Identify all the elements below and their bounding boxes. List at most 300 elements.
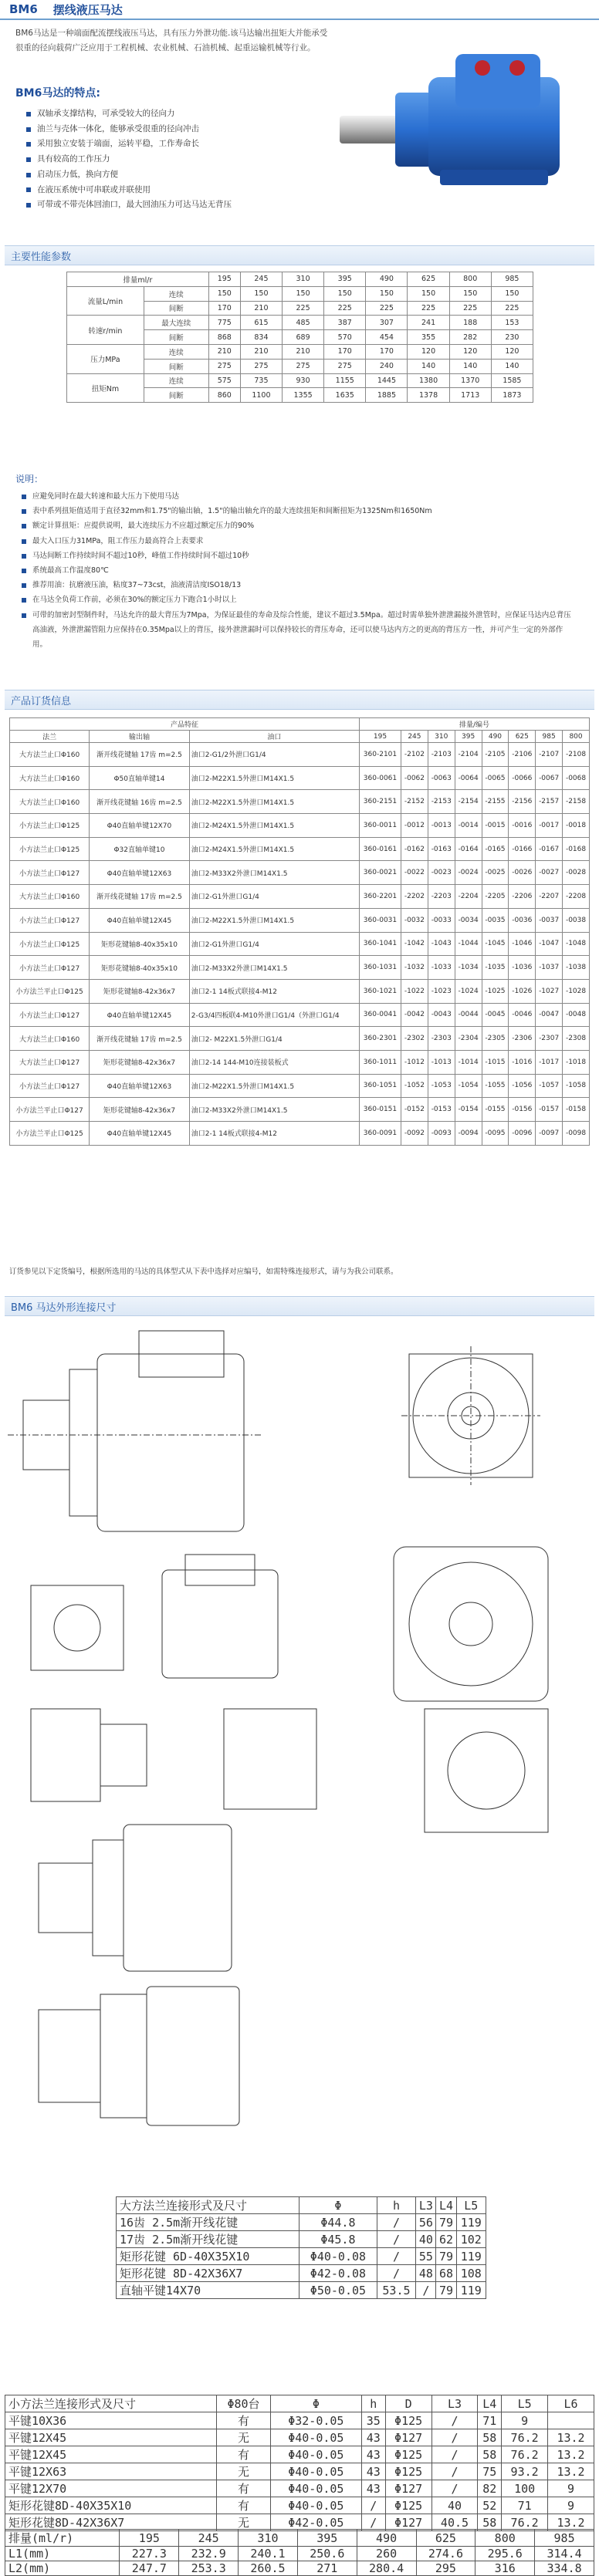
dim-cell: 有: [217, 2497, 271, 2514]
order-code: -2157: [536, 790, 563, 814]
perf-value: 150: [491, 286, 533, 301]
order-code: -1032: [401, 956, 428, 980]
model-code: BM6: [9, 2, 38, 16]
order-code: -0165: [482, 837, 509, 861]
dim-row: [5, 2463, 594, 2480]
dim-cell: Φ125: [385, 2446, 431, 2463]
dim-cell: 40: [431, 2497, 478, 2514]
order-code: -0048: [563, 1003, 590, 1027]
dim-cell: Φ40-0.05: [270, 2429, 361, 2446]
section-dimensions: BM6 马达外形连接尺寸: [5, 1296, 594, 1316]
perf-value: 210: [240, 344, 282, 359]
feature-text: 可带或不带壳体回油口，最大回油压力可达马达无背压: [37, 200, 232, 210]
order-row: [10, 1074, 590, 1098]
perf-header-disp: 245: [240, 272, 282, 287]
order-flange: 小方法兰止口Φ125: [10, 837, 90, 861]
dim-cell: 9: [502, 2412, 548, 2429]
intro-text: BM6马达是一种端面配流摆线液压马达，具有压力外泄功能.该马达输出扭矩大并能承受很重的径向载荷广泛应用于工程机械、农业机械、石油机械、起重运输机械等行业。: [15, 29, 328, 52]
order-code: -0166: [509, 837, 536, 861]
order-code: -2203: [428, 885, 455, 909]
order-code: -0033: [428, 908, 455, 932]
order-col-header: 油口: [189, 731, 359, 743]
order-shaft: 矩形花键轴8-42x36x7: [90, 1050, 190, 1074]
order-code: -1054: [455, 1074, 482, 1098]
order-code: -0023: [428, 861, 455, 885]
dim-head: Φ: [270, 2395, 361, 2412]
perf-value: 570: [324, 330, 366, 345]
order-code: -2154: [455, 790, 482, 814]
order-code: 360-0061: [359, 766, 401, 790]
order-code: -0022: [401, 861, 428, 885]
dim-cell: /: [377, 2265, 416, 2282]
order-code: -1058: [563, 1074, 590, 1098]
perf-sub-label: 间断: [144, 388, 208, 403]
perf-value: 355: [408, 330, 449, 345]
dim-cell: 9: [548, 2497, 594, 2514]
order-port: 油口2-M33X2外泄口M14X1.5: [189, 1098, 359, 1122]
order-code: 360-0161: [359, 837, 401, 861]
dim-cell: Φ40-0.05: [270, 2480, 361, 2497]
bullet-icon: [22, 509, 26, 514]
dim-cell: Φ40-0.08: [300, 2248, 377, 2265]
order-code: -0153: [428, 1098, 455, 1122]
order-shaft: 矩形花键轴8-40x35x10: [90, 956, 190, 980]
dim-cell: 271: [297, 2561, 357, 2576]
perf-value: 1885: [366, 388, 408, 403]
order-code: -2104: [455, 743, 482, 767]
dim-cell: 93.2: [502, 2463, 548, 2480]
order-code: 360-1031: [359, 956, 401, 980]
perf-group-label: 扭矩Nm: [67, 373, 144, 403]
bullet-icon: [22, 569, 26, 573]
order-port: 油口2-1 14板式联接4-M12: [189, 979, 359, 1003]
order-row: [10, 885, 590, 909]
dim-head: L5: [456, 2197, 486, 2214]
order-code: 360-0041: [359, 1003, 401, 1027]
order-code: -0158: [563, 1098, 590, 1122]
order-code: -0064: [455, 766, 482, 790]
order-col-header: 输出轴: [90, 731, 190, 743]
order-flange: 小方法兰止口Φ125: [10, 814, 90, 838]
perf-sub-label: 间断: [144, 359, 208, 373]
order-code: -2205: [482, 885, 509, 909]
perf-value: 210: [240, 301, 282, 316]
perf-value: 454: [366, 330, 408, 345]
order-code: -1034: [455, 956, 482, 980]
order-code: -0027: [536, 861, 563, 885]
dim-row: [117, 2231, 486, 2248]
dim-cell: 227.3: [120, 2547, 179, 2561]
perf-value: 307: [366, 316, 408, 330]
order-port: 油口2-14 144-M10连接装板式: [189, 1050, 359, 1074]
order-code: 360-1051: [359, 1074, 401, 1098]
dim-cell: Φ42-0.05: [270, 2514, 361, 2531]
order-code: -2152: [401, 790, 428, 814]
order-row: [10, 1098, 590, 1122]
order-shaft: Φ40直轴单键12X45: [90, 1003, 190, 1027]
order-code: -0047: [536, 1003, 563, 1027]
order-code: -1024: [455, 979, 482, 1003]
order-code: -1016: [509, 1050, 536, 1074]
order-port: 油口2-M22X1.5外泄口M14X1.5: [189, 790, 359, 814]
order-flange: 大方法兰止口Φ160: [10, 1027, 90, 1051]
dim-head: L3: [416, 2197, 436, 2214]
dim-cell: 有: [217, 2446, 271, 2463]
order-disp-header: 625: [509, 731, 536, 743]
perf-value: 225: [366, 301, 408, 316]
bullet-icon: [22, 613, 26, 618]
note-text: 表中系列扭矩值适用于直径32mm和1.75"的输出轴，1.5"的输出轴允许的最大连续扭矩和间断扭矩为1325Nm和1650Nm: [32, 507, 432, 516]
dim-cell: 43: [361, 2480, 385, 2497]
perf-value: 170: [208, 301, 240, 316]
order-shaft: 渐开线花键轴 16齿 m=2.5: [90, 790, 190, 814]
order-code: 360-0011: [359, 814, 401, 838]
order-shaft: Φ40直轴单键12X45: [90, 908, 190, 932]
order-code: -1035: [482, 956, 509, 980]
order-code: -0168: [563, 837, 590, 861]
perf-value: 188: [449, 316, 491, 330]
order-disp-header: 985: [536, 731, 563, 743]
length-dimension-table: [5, 2529, 594, 2576]
order-code: -1045: [482, 932, 509, 956]
order-code: -1012: [401, 1050, 428, 1074]
perf-value: 120: [449, 344, 491, 359]
dim-cell: 无: [217, 2463, 271, 2480]
order-code: -2102: [401, 743, 428, 767]
order-code: -1055: [482, 1074, 509, 1098]
bullet-icon: [26, 142, 31, 147]
order-code: 360-1011: [359, 1050, 401, 1074]
dim-cell: 108: [456, 2265, 486, 2282]
perf-sub-label: 间断: [144, 301, 208, 316]
dim-cell: 13.2: [548, 2446, 594, 2463]
perf-value: 150: [324, 286, 366, 301]
dim-cell: 274.6: [416, 2547, 475, 2561]
dim-head: h: [361, 2395, 385, 2412]
note-text: 额定计算扭矩：应提供说明，最大连续压力不应超过额定压力的90%: [32, 522, 255, 531]
dim-cell: /: [361, 2514, 385, 2531]
order-code: -1015: [482, 1050, 509, 1074]
order-code: -2307: [536, 1027, 563, 1051]
perf-value: 575: [208, 373, 240, 388]
dim-cell: /: [377, 2231, 416, 2248]
perf-value: 225: [449, 301, 491, 316]
dim-cell: 无: [217, 2514, 271, 2531]
order-code: -1022: [401, 979, 428, 1003]
note-text: 最大入口压力31MPa，阻工作压力最高符合上表要求: [32, 536, 204, 545]
order-shaft: 矩形花键轴8-42x36x7: [90, 979, 190, 1003]
order-code: -2103: [428, 743, 455, 767]
dim-head: L4: [478, 2395, 502, 2412]
dim-cell: 240.1: [239, 2547, 298, 2561]
dim-cell: 53.5: [377, 2282, 416, 2299]
order-flange: 小方法兰止口Φ127: [10, 908, 90, 932]
dim-cell: 280.4: [357, 2561, 416, 2576]
order-port: 油口2-M24X1.5外泄口M14X1.5: [189, 814, 359, 838]
perf-group-label: 压力MPa: [67, 344, 144, 373]
perf-value: 1378: [408, 388, 449, 403]
order-disp-header: 245: [401, 731, 428, 743]
bullet-icon: [26, 203, 31, 208]
perf-header-disp: 985: [491, 272, 533, 287]
bullet-icon: [26, 173, 31, 177]
dim-cell: Φ40-0.05: [270, 2497, 361, 2514]
dim-row-label: 排量(ml/r): [5, 2530, 120, 2547]
order-code: -1046: [509, 932, 536, 956]
order-code: -1053: [428, 1074, 455, 1098]
perf-value: 1445: [366, 373, 408, 388]
order-code: -0018: [563, 814, 590, 838]
dim-cell: 295: [416, 2561, 475, 2576]
perf-value: 140: [449, 359, 491, 373]
order-disp-header: 395: [455, 731, 482, 743]
order-note: 订货参见以下定货编号，根据所选用的马达的具体型式从下表中选择对应编号，如需特殊连接形式，请与为我公司联系。: [9, 1268, 398, 1276]
order-code: 360-2201: [359, 885, 401, 909]
note-item: [22, 534, 577, 549]
order-code: -0032: [401, 908, 428, 932]
order-code: -0062: [401, 766, 428, 790]
perf-header-disp: 625: [408, 272, 449, 287]
note-text: 马达间断工作持续时间不超过10秒，峰值工作持续时间不超过10秒: [32, 551, 249, 560]
dim-head-row: [5, 2395, 594, 2412]
note-item: [22, 563, 577, 578]
bullet-icon: [22, 539, 26, 544]
dim-row: [5, 2429, 594, 2446]
dim-cell: 43: [361, 2446, 385, 2463]
order-code: -0012: [401, 814, 428, 838]
feature-text: 油兰与壳体一体化，能够承受很重的径向冲击: [37, 123, 199, 133]
order-code: -0097: [536, 1122, 563, 1146]
perf-value: 150: [366, 286, 408, 301]
order-code: -1017: [536, 1050, 563, 1074]
order-code: 360-2301: [359, 1027, 401, 1051]
note-text: 在马达全负荷工作前，必须在30%的额定压力下跑合1小时以上: [32, 596, 237, 605]
order-port: 油口2-M33X2外泄口M14X1.5: [189, 861, 359, 885]
dim-cell: Φ127: [385, 2429, 431, 2446]
dim-cell: 119: [456, 2282, 486, 2299]
order-code: -0154: [455, 1098, 482, 1122]
order-code: -0098: [563, 1122, 590, 1146]
perf-value: 150: [449, 286, 491, 301]
dim-head-row: [117, 2197, 486, 2214]
order-code: -0042: [401, 1003, 428, 1027]
order-code: -2306: [509, 1027, 536, 1051]
dim-cell: Φ127: [385, 2480, 431, 2497]
order-code: -0014: [455, 814, 482, 838]
dim-cell: [548, 2412, 594, 2429]
order-code: -0045: [482, 1003, 509, 1027]
perf-value: 225: [324, 301, 366, 316]
large-flange-dimension-table: [116, 2196, 486, 2299]
order-row: [10, 837, 590, 861]
feature-text: 双轴承支撑结构，可承受较大的径向力: [37, 109, 175, 118]
order-code: -0094: [455, 1122, 482, 1146]
order-code: 360-0151: [359, 1098, 401, 1122]
dim-head: Φ: [300, 2197, 377, 2214]
dim-cell: 56: [416, 2214, 436, 2231]
order-code: 360-1041: [359, 932, 401, 956]
order-row: [10, 814, 590, 838]
dim-cell: 矩形花键 8D-42X36X7: [117, 2265, 300, 2282]
order-flange: 小方法兰平止口Φ125: [10, 979, 90, 1003]
dim-cell: 40.5: [431, 2514, 478, 2531]
order-code: -0035: [482, 908, 509, 932]
order-flange: 小方法兰平止口Φ127: [10, 1098, 90, 1122]
dim-cell: /: [431, 2446, 478, 2463]
order-port: 油口2-M24X1.5外泄口M14X1.5: [189, 837, 359, 861]
order-code: -1043: [428, 932, 455, 956]
dim-cell: /: [431, 2480, 478, 2497]
dim-cell: 82: [478, 2480, 502, 2497]
dim-row: [5, 2561, 594, 2576]
perf-sub-label: 最大连续: [144, 316, 208, 330]
dim-cell: 平键12X45: [5, 2446, 217, 2463]
order-code: -0152: [401, 1098, 428, 1122]
order-port: 油口2-1 14板式联接4-M12: [189, 1122, 359, 1146]
order-code: -1044: [455, 932, 482, 956]
order-code: -0037: [536, 908, 563, 932]
bullet-icon: [22, 583, 26, 588]
order-code: 360-0091: [359, 1122, 401, 1146]
feature-item: [26, 106, 232, 122]
dim-cell: 9: [548, 2480, 594, 2497]
order-code: -0068: [563, 766, 590, 790]
dim-cell: /: [377, 2214, 416, 2231]
perf-value: 230: [491, 330, 533, 345]
order-shaft: 渐开线花键轴 17齿 m=2.5: [90, 1027, 190, 1051]
perf-value: 120: [491, 344, 533, 359]
order-disp-header: 310: [428, 731, 455, 743]
dim-cell: 119: [456, 2248, 486, 2265]
perf-value: 241: [408, 316, 449, 330]
order-port: 油口2-G1外泄口G1/4: [189, 932, 359, 956]
order-code: -0028: [563, 861, 590, 885]
dim-cell: 35: [361, 2412, 385, 2429]
dim-cell: Φ45.8: [300, 2231, 377, 2248]
dim-cell: 295.6: [475, 2547, 535, 2561]
order-head-features: 产品特征: [10, 718, 360, 731]
perf-value: 860: [208, 388, 240, 403]
perf-value: 275: [283, 359, 324, 373]
order-port: 油口2-M22X1.5外泄口M14X1.5: [189, 908, 359, 932]
dim-cell: 79: [436, 2282, 456, 2299]
order-code: -0095: [482, 1122, 509, 1146]
order-shaft: Φ32直轴单键10: [90, 837, 190, 861]
order-code: -0036: [509, 908, 536, 932]
order-code: -1025: [482, 979, 509, 1003]
order-code: -1056: [509, 1074, 536, 1098]
dim-row: [117, 2282, 486, 2299]
order-shaft: 矩形花键轴8-42x36x7: [90, 1098, 190, 1122]
dim-cell: 260: [357, 2547, 416, 2561]
dim-cell: 17齿 2.5m渐开线花键: [117, 2231, 300, 2248]
perf-value: 170: [324, 344, 366, 359]
dim-cell: /: [431, 2429, 478, 2446]
perf-value: 1370: [449, 373, 491, 388]
perf-value: 689: [283, 330, 324, 345]
perf-value: 275: [324, 359, 366, 373]
perf-value: 1355: [283, 388, 324, 403]
dim-cell: 52: [478, 2497, 502, 2514]
dim-cell: 102: [456, 2231, 486, 2248]
notes-title: 说明：: [15, 474, 44, 484]
order-flange: 大方法兰止口Φ160: [10, 766, 90, 790]
section-performance: 主要性能参数: [5, 245, 594, 265]
order-row: [10, 956, 590, 980]
dim-cell: 79: [436, 2248, 456, 2265]
perf-value: 735: [240, 373, 282, 388]
dim-cell: 395: [297, 2530, 357, 2547]
order-code: 360-0021: [359, 861, 401, 885]
dim-cell: 245: [179, 2530, 239, 2547]
perf-header-disp: 310: [283, 272, 324, 287]
perf-value: 140: [408, 359, 449, 373]
dim-cell: 119: [456, 2214, 486, 2231]
perf-value: 387: [324, 316, 366, 330]
order-code: -1014: [455, 1050, 482, 1074]
order-row: [10, 932, 590, 956]
order-code: -2156: [509, 790, 536, 814]
perf-value: 615: [240, 316, 282, 330]
dim-cell: 13.2: [548, 2429, 594, 2446]
note-text: 推荐用油：抗磨液压油，粘度37~73cst，油液清洁度ISO18/13: [32, 581, 242, 590]
note-item: [22, 593, 577, 607]
order-code: -1038: [563, 956, 590, 980]
dim-cell: 16齿 2.5m渐开线花键: [117, 2214, 300, 2231]
dim-cell: 43: [361, 2429, 385, 2446]
dim-cell: 平键12X70: [5, 2480, 217, 2497]
dim-cell: 40: [416, 2231, 436, 2248]
dim-cell: 58: [478, 2514, 502, 2531]
note-text: 可带的加密封型制件时，马达允许的最大背压为7Mpa，为保证最佳的寿命及综合性能，建议不超过3.5Mpa。超过时需单独外泄泄漏接外泄管时，应保证马达内总背压高油液，外泄泄漏管阻力应保持在0.35Mpa以上的背压，接外泄泄漏时可以保持较长的背压寿命，还可以使马达内方之的更高的背压方一性，并可产生一定的外部作用。: [32, 610, 571, 650]
feature-text: 启动压力低，换向方便: [37, 169, 118, 179]
dim-cell: Φ40-0.05: [270, 2463, 361, 2480]
features-list: [26, 106, 232, 213]
dim-cell: 平键12X45: [5, 2429, 217, 2446]
dim-cell: 有: [217, 2412, 271, 2429]
dim-cell: Φ32-0.05: [270, 2412, 361, 2429]
perf-value: 868: [208, 330, 240, 345]
dim-cell: 68: [436, 2265, 456, 2282]
dim-cell: 58: [478, 2429, 502, 2446]
order-code: -0015: [482, 814, 509, 838]
order-code: -1027: [536, 979, 563, 1003]
order-code: -1013: [428, 1050, 455, 1074]
order-flange: 大方法兰止口Φ160: [10, 743, 90, 767]
perf-value: 1635: [324, 388, 366, 403]
perf-value: 153: [491, 316, 533, 330]
feature-text: 采用独立安装于端面，运转平稳，工作寿命长: [37, 139, 199, 149]
order-row: [10, 1003, 590, 1027]
order-port: 油口2- M22X1.5外泄口G1/4: [189, 1027, 359, 1051]
perf-value: 150: [208, 286, 240, 301]
order-shaft: 矩形花键轴8-40x35x10: [90, 932, 190, 956]
dim-cell: 76.2: [502, 2514, 548, 2531]
perf-value: 775: [208, 316, 240, 330]
order-code: -0026: [509, 861, 536, 885]
dim-cell: /: [377, 2248, 416, 2265]
dim-row: [5, 2412, 594, 2429]
order-code: -0096: [509, 1122, 536, 1146]
dim-cell: 平键10X36: [5, 2412, 217, 2429]
order-row: [10, 908, 590, 932]
bullet-icon: [26, 112, 31, 116]
order-code: -2158: [563, 790, 590, 814]
order-disp-header: 800: [563, 731, 590, 743]
perf-value: 834: [240, 330, 282, 345]
order-port: 油口2-G1外泄口G1/4: [189, 885, 359, 909]
feature-item: [26, 152, 232, 167]
